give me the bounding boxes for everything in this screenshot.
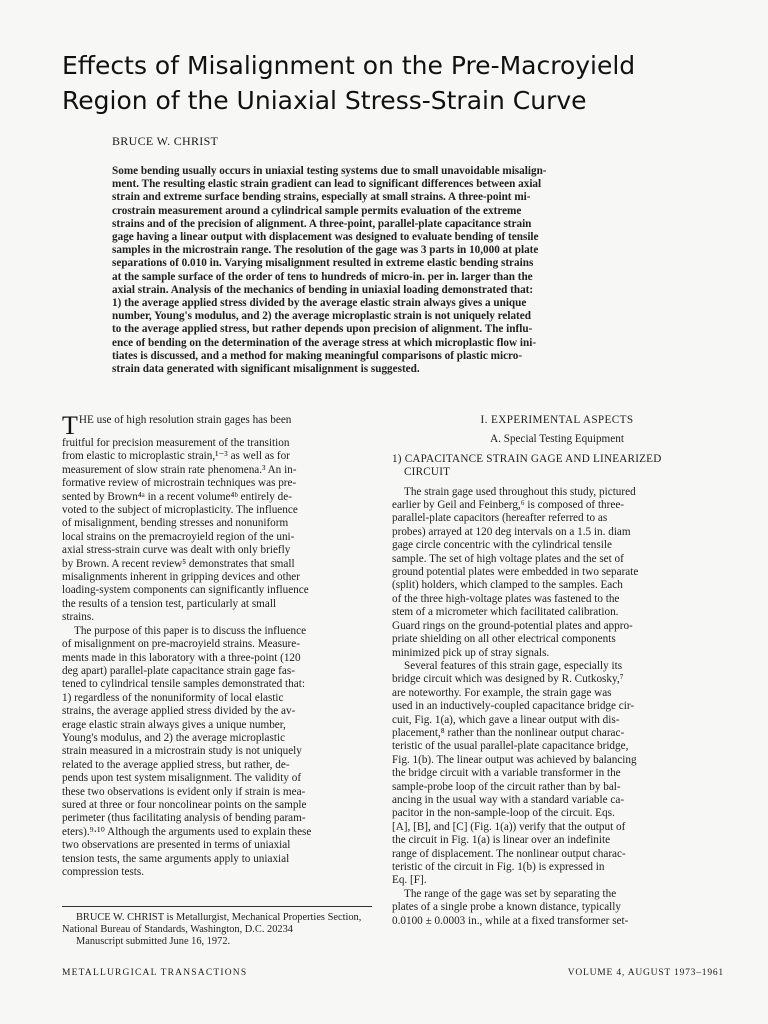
body-line: gage circle concentric with the cylindrical tensile: [392, 539, 612, 552]
body-line: strains.: [62, 611, 95, 624]
body-line: strains and of the precision of alignment. A three-point, parallel-plate capacitance strain: [112, 217, 532, 230]
body-line: The range of the gage was set by separating the: [404, 887, 617, 900]
body-line: 1) regardless of the nonuniformity of local elastic: [62, 691, 284, 704]
body-line: the bridge circuit with a variable transformer in the: [392, 767, 621, 780]
abstract: [112, 165, 722, 376]
body-line: loading-system components can significantly influence: [62, 584, 309, 597]
body-line: range of displacement. The nonlinear output charac-: [392, 847, 626, 860]
body-line: Guard rings on the ground-potential plates and appro-: [392, 619, 633, 632]
body-line: compression tests.: [62, 866, 145, 878]
body-line: crostrain measurement around a cylindrical sample permits evaluation of the extreme: [112, 204, 522, 217]
body-line: at the sample surface of the order of tens to hundreds of micro-in. per in. larger than the: [112, 270, 533, 283]
body-line: strain measured in a microstrain study is not uniquely: [62, 745, 302, 758]
body-line: samples in the microstrain range. The resolution of the gage was 3 parts in 10,000 at plate: [112, 244, 539, 257]
body-line: pends upon test system misalignment. The validity of: [62, 772, 302, 785]
body-line: tension tests, the same arguments apply to uniaxial: [62, 852, 290, 865]
left-column: [62, 414, 377, 879]
body-line: gage having a linear output with displacement was designed to evaluate bending of tensile: [112, 231, 539, 244]
body-line: the results of a tension test, particularly at small: [62, 597, 277, 610]
body-line: placement,⁸ rather than the nonlinear output charac-: [392, 726, 625, 739]
section-heading: I. EXPERIMENTAL ASPECTS: [480, 414, 634, 426]
body-line: from elastic to microplastic strain,¹⁻³ as well as for: [62, 450, 290, 463]
body-line: of misalignment, bending stresses and nonuniform: [62, 517, 289, 530]
body-line: to the average applied stress, but rather depends upon precision of alignment. The influ-: [112, 323, 533, 336]
body-line: Several features of this strain gage, especially its: [404, 659, 623, 672]
paper-title: [62, 48, 742, 118]
body-line: by Brown. A recent review⁵ demonstrates that small: [62, 557, 295, 570]
body-line: stem of a micrometer which facilitated calibration.: [392, 606, 619, 619]
body-line: teristic of the circuit in Fig. 1(b) is expressed in: [392, 861, 605, 873]
body-line: Young's modulus, and 2) the average microplastic: [62, 731, 286, 744]
author-name: BRUCE W. CHRIST: [112, 134, 219, 148]
left-paragraph-2: [62, 638, 377, 879]
body-line: 0.0100 ± 0.0003 in., while at a fixed transformer set-: [392, 914, 629, 927]
subsection-heading: A. Special Testing Equipment: [490, 433, 624, 446]
body-line: Fig. 1(b). The linear output was achieved by balancing: [392, 753, 637, 766]
body-line: Eq. [F].: [392, 874, 427, 887]
right-paragraph-1: [392, 499, 722, 660]
body-line: [A], [B], and [C] (Fig. 1(a)) verify that the output of: [392, 820, 626, 833]
right-column: [392, 414, 722, 928]
title-line: Effects of Misalignment on the Pre-Macroyield: [62, 51, 636, 80]
body-line: ground potential plates were embedded in two separate: [392, 566, 639, 579]
body-line: perimeter (thus facilitating analysis of bending param-: [62, 812, 306, 825]
body-line: measurement of slow strain rate phenomena.³ An in-: [62, 463, 297, 476]
body-line: The purpose of this paper is to discuss the influence: [74, 624, 307, 637]
body-line: the circuit in Fig. 1(a) is linear over an indefinite: [392, 834, 611, 847]
body-line: pacitor in the non-sample-loop of the circuit. Eqs.: [392, 807, 615, 820]
footnote-line: BRUCE W. CHRIST is Metallurgist, Mechanical Properties Section,: [76, 912, 362, 923]
body-line: parallel-plate capacitors (hereafter referred to as: [392, 512, 608, 525]
body-line: probes) arrayed at 120 deg intervals on a 1.5 in. diam: [392, 525, 631, 538]
body-line: strain data generated with significant misalignment is suggested.: [112, 363, 420, 376]
body-line: number, Young's modulus, and 2) the average microplastic strain is not uniquely related: [112, 310, 531, 323]
body-line: sured at three or four noncolinear points on the sample: [62, 798, 307, 811]
body-line: ancing in the usual way with a standard variable ca-: [392, 793, 625, 806]
body-line: cuit, Fig. 1(a), which gave a linear output with dis-: [392, 713, 620, 726]
right-paragraph-3: [392, 901, 722, 928]
subsubsection-heading: CIRCUIT: [404, 466, 451, 479]
body-line: (split) holders, which clamped to the samples. Each: [392, 579, 623, 592]
volume-page: VOLUME 4, AUGUST 1973–1961: [567, 968, 724, 978]
body-line: eters).⁹⋅¹⁰ Although the arguments used to explain these: [62, 825, 312, 838]
body-line: sample-probe loop of the circuit rather than by bal-: [392, 780, 621, 793]
body-line: related to the average applied stress, but rather, de-: [62, 758, 290, 771]
body-line: separations of 0.010 in. Varying misalignment resulted in extreme elastic bending strains: [112, 257, 534, 270]
body-line: teristic of the usual parallel-plate capacitance bridge,: [392, 740, 629, 753]
footnote-rule: [62, 906, 372, 907]
right-paragraph-2: [392, 673, 722, 888]
body-line: axial stress-strain curve was dealt with only briefly: [62, 544, 291, 557]
body-line: erage elastic strain always gives a unique number,: [62, 718, 286, 731]
drop-cap: T: [62, 414, 78, 437]
body-line: fruitful for precision measurement of the transition: [62, 437, 290, 449]
body-line: tened to cylindrical tensile samples demonstrated that:: [62, 678, 305, 691]
body-line: voted to the subject of microplasticity. The influence: [62, 504, 298, 517]
body-line: of misalignment on pre-macroyield strains. Measure-: [62, 638, 300, 651]
subsubsection-heading: 1) CAPACITANCE STRAIN GAGE AND LINEARIZED: [392, 452, 662, 465]
body-line: strains, the average applied stress divided by the av-: [62, 705, 296, 718]
body-line: priate shielding on all other electrical components: [392, 633, 616, 646]
body-line: 1) the average applied stress divided by the average elastic strain always gives a unique: [112, 297, 527, 310]
body-line: strain and extreme surface bending strains, especially at small strains. A three-point mi-: [112, 191, 531, 204]
body-line: ence of bending on the determination of the average stress at which microplastic flow ini-: [112, 336, 537, 349]
body-line: sample. The set of high voltage plates and the set of: [392, 552, 624, 565]
body-line: Some bending usually occurs in uniaxial testing systems due to small unavoidable misalign-: [112, 165, 547, 177]
body-line: earlier by Geil and Feinberg,⁶ is composed of three-: [392, 499, 625, 512]
journal-name: METALLURGICAL TRANSACTIONS: [62, 968, 248, 978]
body-line: misalignments inherent in gripping devices and other: [62, 571, 300, 584]
body-line: ments made in this laboratory with a three-point (120: [62, 651, 301, 664]
left-paragraph-1: [62, 437, 377, 625]
body-line: formative review of microstrain techniques was pre-: [62, 477, 297, 490]
body-line: sented by Brown⁴ᵃ in a recent volume⁴ᵇ entirely de-: [62, 490, 292, 503]
body-line: bridge circuit which was designed by R. Cutkosky,⁷: [392, 673, 624, 686]
body-line: THE use of high resolution strain gages has been: [62, 414, 292, 437]
body-line: local strains on the premacroyield region of the uni-: [62, 530, 295, 543]
body-line: plates of a single probe a known distance, typically: [392, 901, 621, 914]
body-line: used in an inductively-coupled capacitance bridge cir-: [392, 700, 635, 713]
body-line: ment. The resulting elastic strain gradient can lead to significant differences between axial: [112, 178, 542, 191]
footnote-line: National Bureau of Standards, Washington, D.C. 20234: [62, 924, 293, 935]
body-line: tiates is discussed, and a method for making meaningful comparisons of plastic micro-: [112, 349, 523, 362]
body-line: of the three high-voltage plates was fastened to the: [392, 592, 620, 605]
body-line: deg apart) parallel-plate capacitance strain gage fas-: [62, 664, 295, 677]
body-line: axial strain. Analysis of the mechanics of bending in uniaxial loading demonstrated that:: [112, 283, 534, 296]
body-line: are noteworthy. For example, the strain gage was: [392, 686, 612, 699]
body-line: these two observations is evident only if strain is mea-: [62, 785, 306, 798]
body-line: minimized pick up of stray signals.: [392, 646, 550, 659]
body-line: two observations are presented in terms of uniaxial: [62, 839, 291, 852]
title-line: Region of the Uniaxial Stress-Strain Curve: [62, 86, 587, 115]
body-line: The strain gage used throughout this study, pictured: [404, 485, 636, 498]
author-footnote: [62, 912, 382, 948]
footnote-line: Manuscript submitted June 16, 1972.: [76, 936, 231, 947]
